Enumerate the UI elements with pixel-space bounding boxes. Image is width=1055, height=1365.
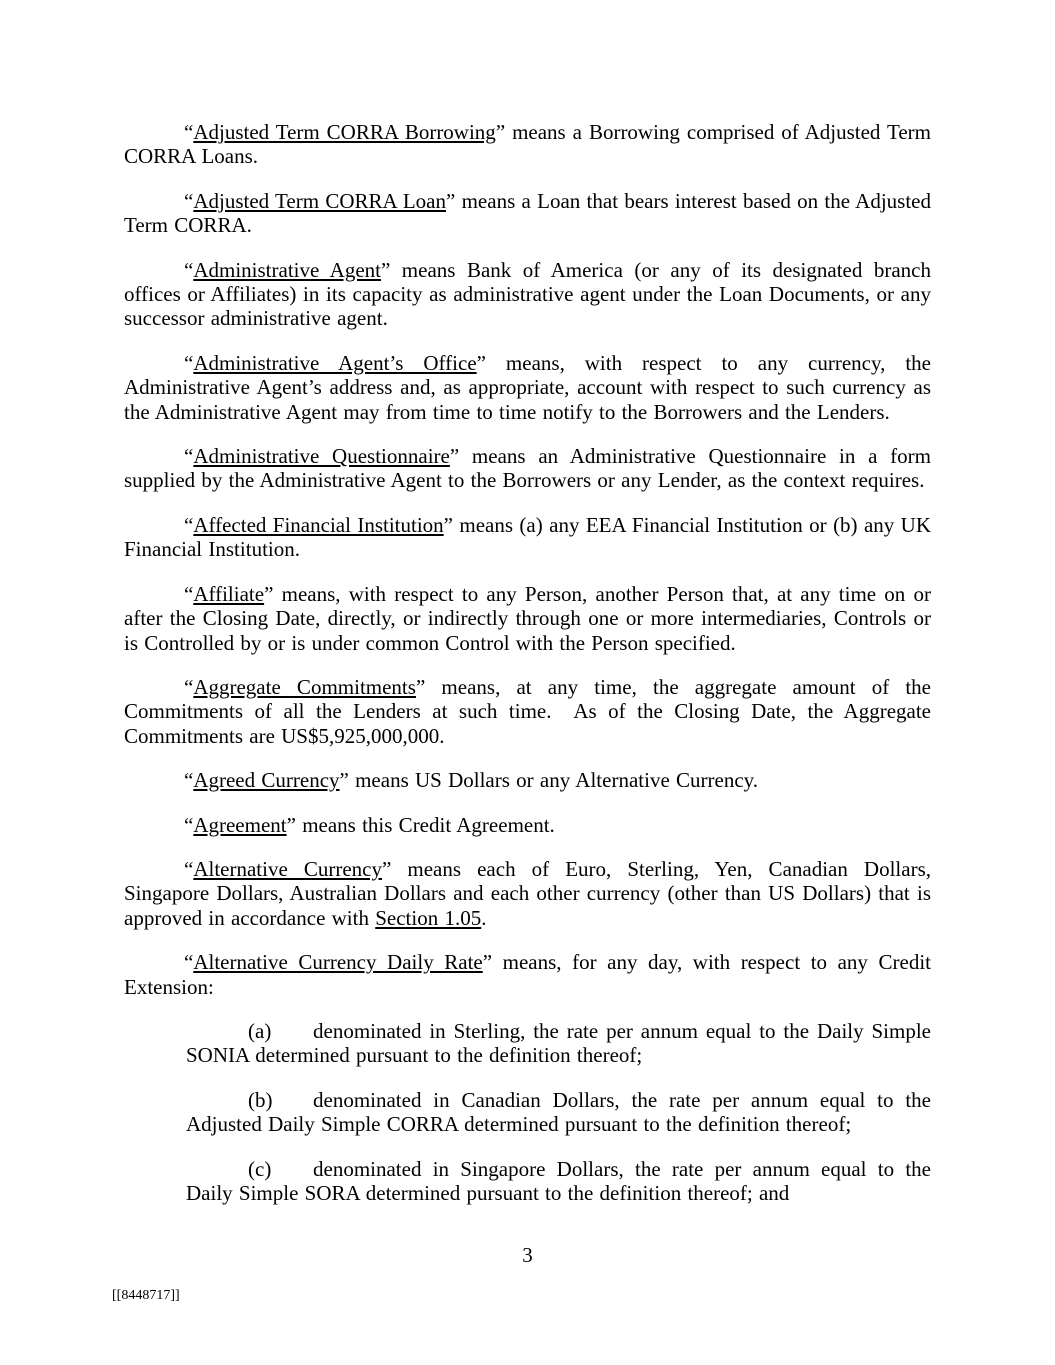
paragraph-text: “ [184, 856, 194, 881]
definition-paragraph [124, 513, 931, 562]
definition-paragraph [124, 351, 931, 424]
defined-term: Affected Financial Institution [193, 512, 444, 537]
paragraph-text: ” means, for any day, with respect to any Credit Extension: [124, 950, 931, 999]
defined-term: Adjusted Term CORRA Borrowing [193, 120, 496, 144]
defined-term: Administrative Agent [193, 257, 381, 282]
defined-term: Affiliate [193, 581, 265, 606]
defined-term: Alternative Currency Daily Rate [193, 950, 483, 975]
paragraph-text: denominated in Canadian Dollars, the rate per annum equal to the Adjusted Daily Simple CORRA determined pursuant to the definition thereof; [186, 1087, 931, 1137]
paragraph-text: ” means this Credit Agreement. [286, 812, 555, 837]
paragraph-text: “ [184, 812, 194, 837]
paragraph-text: “ [184, 350, 194, 375]
paragraph-text: ” means a Borrowing comprised of Adjusted Term CORRA Loans. [124, 120, 931, 169]
definition-paragraph [124, 813, 931, 837]
sub-paragraph [186, 1019, 931, 1068]
defined-term: Agreed Currency [193, 768, 340, 793]
paragraph-text: “ [184, 674, 194, 699]
document-body [124, 120, 931, 1205]
paragraph-text: ” means, at any time, the aggregate amount of the Commitments of all the Lenders at such time. As of the Closing Date, the Aggregate Commitments are US$5,925,000,000. [124, 674, 931, 748]
definition-paragraph [124, 950, 931, 999]
paragraph-text: ” means a Loan that bears interest based on the Adjusted Term CORRA. [124, 188, 931, 238]
defined-term: Agreement [193, 812, 287, 837]
defined-term: Administrative Questionnaire [193, 444, 450, 469]
paragraph-text: ” means each of Euro, Sterling, Yen, Canadian Dollars, Singapore Dollars, Australian Dollars and each other currency (other than US Dollars) that is approved in accordance with [124, 856, 931, 930]
defined-term: Adjusted Term CORRA Loan [193, 188, 446, 213]
defined-term: Alternative Currency [193, 856, 382, 881]
paragraph-text: denominated in Singapore Dollars, the rate per annum equal to the Daily Simple SORA determined pursuant to the definition thereof; and [186, 1156, 931, 1205]
list-marker: (b) [248, 1087, 273, 1112]
paragraph-text: “ [184, 257, 194, 282]
list-marker: (a) [248, 1018, 272, 1043]
paragraph-text: “ [184, 581, 194, 606]
sub-paragraph [186, 1157, 931, 1206]
page-number: 3 [522, 1243, 533, 1267]
defined-term: Aggregate Commitments [193, 674, 416, 699]
paragraph-text: ” means, with respect to any currency, the Administrative Agent’s address and, as appropriate, account with respect to such currency as the Administrative Agent may from time to time notify to the Borrowers and the Lenders. [124, 350, 931, 424]
definition-paragraph [124, 444, 931, 493]
footer-document-id: [[8448717]] [112, 1288, 180, 1303]
paragraph-text: ” means an Administrative Questionnaire in a form supplied by the Administrative Agent to the Borrowers or any Lender, as the context requires. [124, 444, 931, 493]
paragraph-text: “ [184, 512, 194, 537]
list-marker: (c) [248, 1156, 272, 1181]
paragraph-text: ” means, with respect to any Person, another Person that, at any time on or after the Closing Date, directly, or indirectly through one or more intermediaries, Controls or is Controlled by or is under common Control with the Person specified. [124, 581, 931, 655]
definition-paragraph [124, 582, 931, 655]
definition-paragraph [124, 189, 931, 238]
paragraph-text: . [481, 905, 487, 930]
paragraph-text: ” means US Dollars or any Alternative Currency. [339, 768, 759, 793]
definition-paragraph [124, 258, 931, 331]
paragraph-text: “ [184, 188, 194, 213]
sub-paragraph [186, 1088, 931, 1137]
paragraph-text: “ [184, 950, 194, 975]
definition-paragraph [124, 120, 931, 169]
defined-term: Administrative Agent’s Office [193, 350, 477, 375]
paragraph-text: denominated in Sterling, the rate per annum equal to the Daily Simple SONIA determined pursuant to the definition thereof; [186, 1018, 931, 1068]
paragraph-text: “ [184, 444, 194, 469]
paragraph-text: “ [184, 768, 194, 793]
defined-term: Section 1.05 [375, 905, 482, 930]
paragraph-text: ” means Bank of America (or any of its designated branch offices or Affiliates) in its capacity as administrative agent under the Loan Documents, or any successor administrative agent. [124, 257, 931, 331]
definition-paragraph [124, 675, 931, 748]
definition-paragraph [124, 857, 931, 930]
paragraph-text: ” means (a) any EEA Financial Institution or (b) any UK Financial Institution. [124, 512, 931, 562]
paragraph-text: “ [184, 120, 194, 144]
definition-paragraph [124, 768, 931, 792]
